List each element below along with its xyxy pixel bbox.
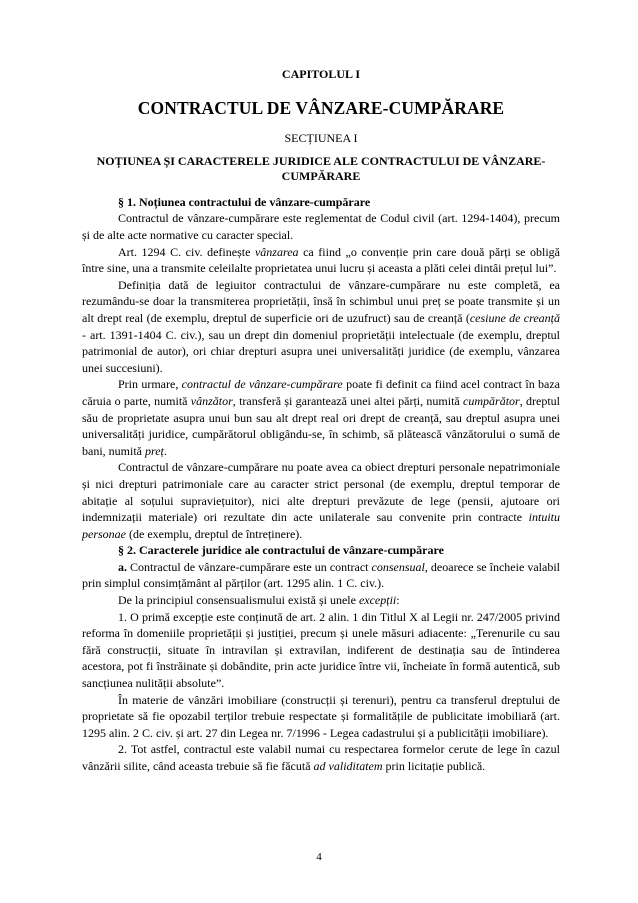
text-run: prin licitație publică. — [382, 759, 486, 773]
document-body — [82, 194, 560, 775]
section-heading: NOȚIUNEA ȘI CARACTERELE JURIDICE ALE CONTRACTULUI DE VÂNZARE-CUMPĂRARE — [96, 154, 546, 184]
italic-text: preț — [145, 443, 164, 458]
paragraph — [82, 277, 560, 377]
text-run: , deoarece se încheie valabil prin simplul consimțământ al părților (art. 1295 alin. 1 C. civ.). — [82, 559, 560, 591]
paragraph — [82, 559, 560, 592]
bold-text: § 2. Caracterele juridice ale contractului de vânzare-cumpărare — [118, 543, 444, 558]
text-run: : — [396, 593, 400, 608]
text-run: Contractul de vânzare-cumpărare este reglementat de Codul civil (art. 1294-1404), precum și de alte acte normative cu caracter special. — [82, 211, 560, 242]
italic-text: excepții — [358, 593, 397, 608]
bold-text: § 1. Noțiunea contractului de vânzare-cumpărare — [118, 194, 371, 209]
paragraph — [82, 244, 560, 277]
italic-text: ad validitatem — [313, 759, 383, 773]
text-run: poate fi definit ca fiind acel contract în baza căruia o parte, numită — [82, 377, 561, 408]
paragraph — [82, 376, 560, 459]
italic-text: consensual — [371, 559, 425, 574]
paragraph — [82, 609, 560, 692]
bold-text: a. — [118, 559, 127, 574]
text-run: Art. 1294 C. civ. definește — [118, 244, 255, 259]
text-run: (de exemplu, dreptul de întreținere). — [126, 526, 303, 541]
text-run: Contractul de vânzare-cumpărare este un contract — [127, 559, 372, 574]
chapter-label: CAPITOLUL I — [281, 67, 361, 81]
document-page — [82, 60, 560, 775]
italic-text: cumpărător — [463, 393, 520, 408]
paragraph — [82, 692, 560, 742]
text-run: Contractul de vânzare-cumpărare nu poate avea ca obiect drepturi personale nepatrimoniale și nici drepturi patrimoniale care au caracter strict personal (de exemplu, dreptul temporar de abitație al soțului supraviețuitor), nici alte drepturi prevăzute de lege (pensii, ajutoare ori indemnizații materiale) ori rezultate din acte unilaterale sau convenite prin contracte — [82, 460, 560, 525]
paragraph — [82, 741, 560, 774]
text-run: , transferă și garantează unei altei părți, numită — [232, 393, 464, 408]
text-run: 2. Tot astfel, contractul este valabil numai cu respectarea formelor cerute de lege în cazul vânzării silite, când aceasta trebuie să fie făcută — [82, 742, 560, 773]
text-run: . — [163, 443, 167, 458]
paragraph — [82, 459, 560, 542]
paragraph — [82, 210, 560, 243]
section-label: SECȚIUNEA I — [284, 131, 358, 145]
text-run: - art. 1391-1404 C. civ.), sau un drept din domeniul proprietății intelectuale (de exemplu, dreptul patrimonial de autor), ori chiar drepturi asupra unei universalități juridice (de exemplu, vânzarea unei succesiuni). — [82, 327, 560, 375]
paragraph — [82, 592, 560, 609]
chapter-title: CONTRACTUL DE VÂNZARE-CUMPĂRARE — [137, 98, 505, 118]
text-run: Prin urmare, — [118, 377, 182, 392]
text-run: În materie de vânzări imobiliare (construcții și terenuri), pentru ca transferul dreptului de proprietate să fie opozabil terților trebuie respectate și formalitățile de publicitate imobiliară (art. 1295 alin. 2 C. civ. și art. 27 din Legea nr. 7/1996 - Legea cadastrului și a publicității imobiliare). — [82, 692, 560, 740]
page-number: 4 — [316, 851, 322, 863]
text-run: ca fiind „o convenție prin care două părți se obligă între sine, una a transmite celeilalte proprietatea unui lucru și aceasta a plăti celei dintâi prețul lui”. — [82, 244, 560, 276]
italic-text: intuitu personae — [82, 510, 560, 541]
text-run: De la principiul consensualismului există și unele — [118, 593, 359, 608]
subsection-heading — [82, 542, 560, 559]
italic-text: contractul de vânzare-cumpărare — [181, 377, 343, 392]
subsection-heading — [82, 194, 560, 211]
italic-text: cesiune de creanță — [469, 310, 561, 325]
italic-text: vânzător — [190, 393, 233, 408]
italic-text: vânzarea — [254, 244, 299, 259]
text-run: Definiția dată de legiuitor contractului de vânzare-cumpărare nu este completă, ea rezumându-se doar la transmiterea proprietății, însă în schimbul unui preț se poate transmite și un alt drept real (de exemplu, dreptul de superficie ori de uzufruct) sau de creanță ( — [82, 277, 560, 325]
text-run: 1. O primă excepție este conținută de art. 2 alin. 1 din Titlul X al Legii nr. 247/2005 privind reforma în domeniile proprietății și justiției, precum și unele măsuri adiacente: „Terenurile cu sau fără construcții, situate în intravilan și extravilan, indiferent de destinația sau de întinderea acestora, pot fi înstrăinate și dobândite, prin acte juridice între vii, încheiate în formă autentică, sub sancțiunea nulității absolute”. — [82, 609, 560, 691]
text-run: , dreptul său de proprietate asupra unui bun sau alt drept real ori drept de creanță, sau dreptul asupra unei universalități juridice, cumpărătorul obligându-se, în schimb, să plătească vânzătorului o sumă de bani, numită — [82, 393, 560, 458]
